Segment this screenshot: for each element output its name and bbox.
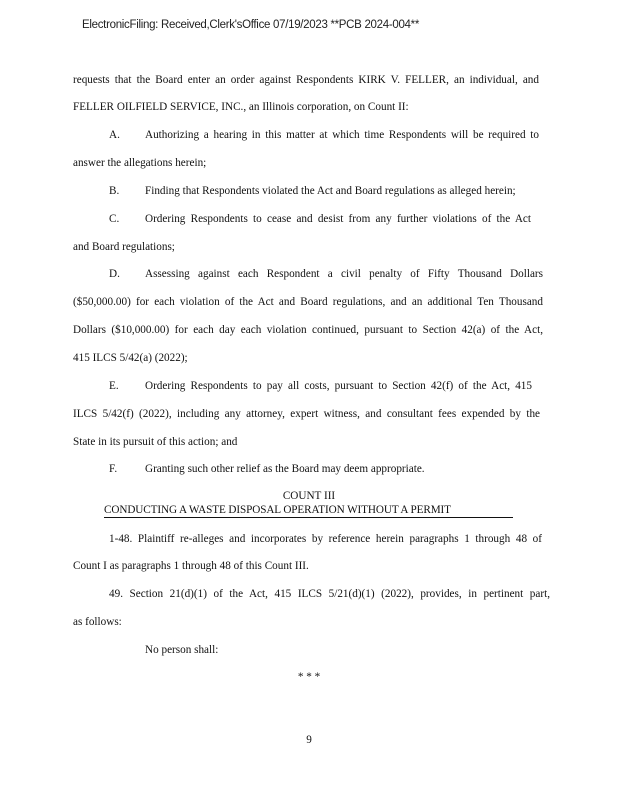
relief-item-letter-c: C. bbox=[109, 213, 120, 225]
relief-item-letter-d: D. bbox=[109, 268, 120, 280]
relief-item-d-line-3: Dollars ($10,000.00) for each day each violation continued, pursuant to Section 42(a) of the Act, bbox=[73, 324, 543, 336]
intro-line-1: requests that the Board enter an order against Respondents KIRK V. FELLER, an individual, and bbox=[73, 74, 539, 86]
relief-item-c-line-2: and Board regulations; bbox=[73, 241, 175, 253]
relief-item-c-line-1: Ordering Respondents to cease and desist from any further violations of the Act bbox=[145, 213, 531, 225]
relief-item-d-line-2: ($50,000.00) for each violation of the Act and Board regulations, and an additional Ten Thousand bbox=[73, 296, 543, 308]
relief-item-letter-a: A. bbox=[109, 129, 120, 141]
paragraph-1-48-line-1: 1-48. Plaintiff re-alleges and incorporates by reference herein paragraphs 1 through 48 of bbox=[109, 533, 542, 545]
relief-item-e-line-3: State in its pursuit of this action; and bbox=[73, 436, 238, 448]
relief-item-b-line-1: Finding that Respondents violated the Act and Board regulations as alleged herein; bbox=[145, 185, 516, 197]
relief-item-a-line-2: answer the allegations herein; bbox=[73, 157, 207, 169]
relief-item-f-line-1: Granting such other relief as the Board may deem appropriate. bbox=[145, 463, 425, 475]
relief-item-e-line-1: Ordering Respondents to pay all costs, pursuant to Section 42(f) of the Act, 415 bbox=[145, 380, 532, 392]
relief-item-letter-f: F. bbox=[109, 463, 118, 475]
ellipsis-separator: * * * bbox=[297, 671, 321, 683]
relief-item-e-line-2: ILCS 5/42(f) (2022), including any attorney, expert witness, and consultant fees expended by the bbox=[73, 408, 540, 420]
statute-quote: No person shall: bbox=[145, 644, 219, 656]
count-title: CONDUCTING A WASTE DISPOSAL OPERATION WITHOUT A PERMIT bbox=[104, 503, 513, 518]
relief-item-d-line-1: Assessing against each Respondent a civil penalty of Fifty Thousand Dollars bbox=[145, 268, 543, 280]
intro-line-2: FELLER OILFIELD SERVICE, INC., an Illinois corporation, on Count II: bbox=[73, 101, 409, 113]
paragraph-49-line-2: as follows: bbox=[73, 616, 122, 628]
relief-item-a-line-1: Authorizing a hearing in this matter at which time Respondents will be required to bbox=[145, 129, 539, 141]
relief-item-d-line-4: 415 ILCS 5/42(a) (2022); bbox=[73, 352, 188, 364]
count-heading: COUNT III bbox=[282, 490, 336, 502]
filing-stamp-header: ElectronicFiling: Received,Clerk'sOffice 07/19/2023 **PCB 2024-004** bbox=[82, 19, 419, 31]
paragraph-1-48-line-2: Count I as paragraphs 1 through 48 of this Count III. bbox=[73, 560, 309, 572]
relief-item-letter-b: B. bbox=[109, 185, 120, 197]
page-number: 9 bbox=[306, 734, 312, 746]
relief-item-letter-e: E. bbox=[109, 380, 119, 392]
paragraph-49-line-1: 49. Section 21(d)(1) of the Act, 415 ILCS 5/21(d)(1) (2022), provides, in pertinent part, bbox=[109, 588, 550, 600]
